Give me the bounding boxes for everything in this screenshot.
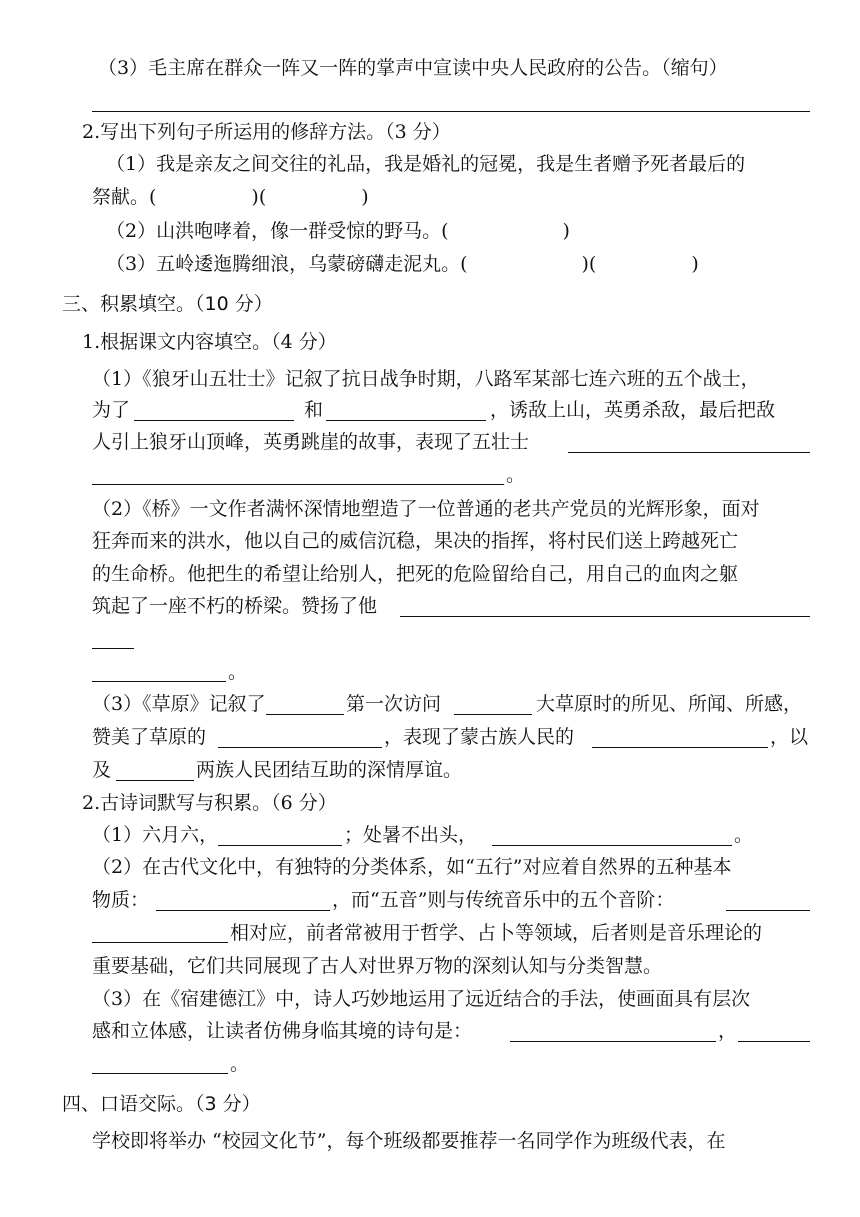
section-4-title: 四、口语交际。（3 分） [62,1093,261,1115]
rhetoric-item-2: （2）山洪咆哮着，像一群受惊的野马。( ) [106,220,570,242]
oral-communication-prompt: 学校即将举办 “校园文化节”，每个班级都要推荐一名同学作为班级代表，在 [92,1130,726,1152]
langya-line-2-a: 为了 [92,399,131,421]
answer-blank[interactable] [326,420,486,421]
langya-line-3: 人引上狼牙山顶峰，英勇跳崖的故事，表现了五壮士 [92,431,530,453]
grassland-line-2-a: 赞美了草原的 [92,726,207,748]
poetry-item-2-line-3: 相对应，前者常被用于哲学、占卜等领域，后者则是音乐理论的 [230,922,763,944]
answer-blank[interactable] [492,845,732,846]
answer-blank[interactable] [92,942,228,943]
section-3-title: 三、积累填空。（10 分） [62,293,273,315]
answer-blank[interactable] [92,484,504,485]
grassland-line-1-a: （3）《草原》记叙了 [92,693,266,715]
answer-blank[interactable] [156,910,330,911]
grassland-line-1-b: 第一次访问 [346,693,442,715]
answer-blank[interactable] [134,420,294,421]
answer-blank[interactable] [510,1041,716,1042]
poetry-item-2-line-2-a: 物质： [92,889,150,911]
bridge-line-2: 狂奔而来的洪水，他以自己的威信沉稳，果决的指挥，将村民们送上跨越死亡 [92,530,739,552]
answer-blank[interactable] [218,747,382,748]
answer-blank[interactable] [726,910,810,911]
question-fill-text-heading: 1.根据课文内容填空。（4 分） [82,331,337,353]
grassland-line-2-c: ，以 [770,726,809,748]
question-3-condense-sentence: （3）毛主席在群众一阵又一阵的掌声中宣读中央人民政府的公告。（缩句） [98,57,728,79]
bridge-line-3: 的生命桥。他把生的希望让给别人，把死的危险留给自己，用自己的血肉之躯 [92,563,739,585]
question-poetry-heading: 2.古诗词默写与积累。（6 分） [82,792,337,814]
poetry-item-2-line-4: 重要基础，它们共同展现了古人对世界万物的深刻认知与分类智慧。 [92,955,663,977]
answer-blank[interactable] [266,714,344,715]
answer-blank[interactable] [92,1073,228,1074]
answer-blank[interactable] [738,1041,810,1042]
answer-blank[interactable] [92,648,134,649]
grassland-line-2-b: ，表现了蒙古族人民的 [384,726,575,748]
answer-blank[interactable] [400,616,810,617]
poetry-item-1-c: 。 [734,824,754,846]
answer-blank[interactable] [92,681,226,682]
poetry-item-1-a: （1）六月六， [92,824,219,846]
langya-line-4-end: 。 [506,464,526,486]
poetry-item-2-line-1: （2）在古代文化中，有独特的分类体系，如“五行”对应着自然界的五种基本 [92,856,732,878]
poetry-item-3-line-2-b: ， [718,1020,738,1042]
grassland-line-3-a: 及 [92,759,112,781]
question-rhetoric-heading: 2.写出下列句子所运用的修辞方法。（3 分） [82,121,451,143]
answer-blank[interactable] [218,845,342,846]
grassland-line-1-c: 大草原时的所见、所闻、所感， [536,693,803,715]
poetry-item-3-line-1: （3）在《宿建德江》中，诗人巧妙地运用了远近结合的手法，使画面具有层次 [92,988,751,1010]
answer-blank[interactable] [116,780,194,781]
rhetoric-item-1-cont: 祭献。( )( ) [92,186,369,208]
poetry-item-3-line-2-a: 感和立体感，让读者仿佛身临其境的诗句是： [92,1020,473,1042]
bridge-line-1: （2）《桥》一文作者满怀深情地塑造了一位普通的老共产党员的光辉形象，面对 [92,498,760,520]
rhetoric-item-3: （3）五岭逶迤腾细浪，乌蒙磅礴走泥丸。( )( ) [106,253,699,275]
langya-line-2-c: ，诱敌上山，英勇杀敌，最后把敌 [490,399,776,421]
langya-line-1: （1）《狼牙山五壮士》记叙了抗日战争时期，八路军某部七连六班的五个战士， [92,368,760,390]
bridge-line-4: 筑起了一座不朽的桥梁。赞扬了他 [92,595,378,617]
answer-blank[interactable] [592,747,768,748]
answer-blank[interactable] [92,111,810,112]
poetry-item-3-end: 。 [230,1053,250,1075]
bridge-line-end: 。 [228,661,248,683]
grassland-line-3-b: 两族人民团结互助的深情厚谊。 [196,759,463,781]
poetry-item-1-b: ；处暑不出头， [344,824,478,846]
poetry-item-2-line-2-b: ，而“五音”则与传统音乐中的五个音阶： [332,889,675,911]
langya-line-2-b: 和 [304,399,324,421]
rhetoric-item-1: （1）我是亲友之间交往的礼品，我是婚礼的冠冕，我是生者赠予死者最后的 [106,153,746,175]
answer-blank[interactable] [568,452,810,453]
answer-blank[interactable] [454,714,532,715]
